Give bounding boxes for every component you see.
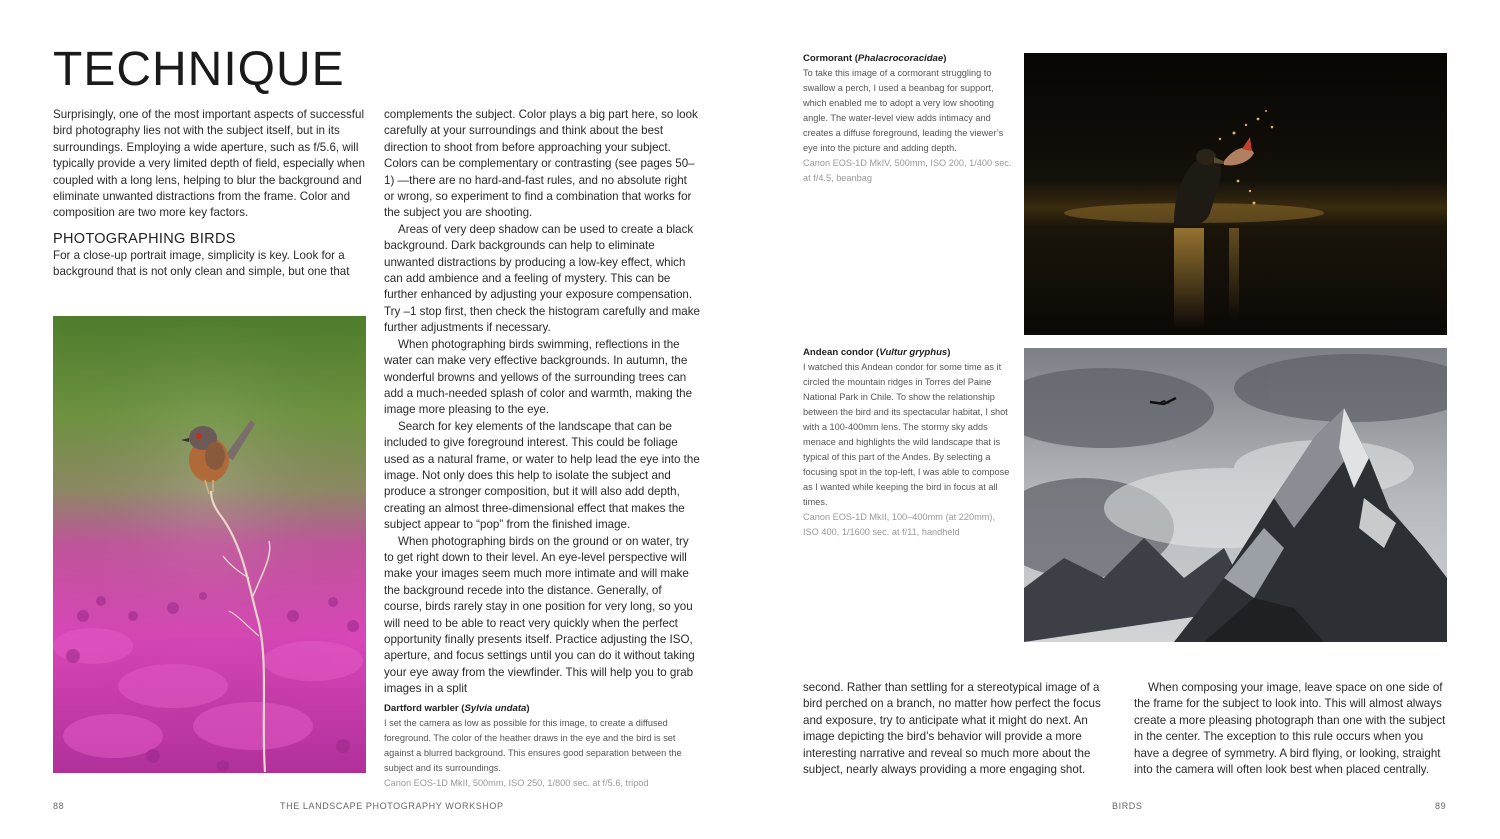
caption-text: I watched this Andean condor for some time as it circled the mountain ridges in Torres del Paine National Park in Chile. To show the relationship between the bird and its spectacular habitat, I shot with a 100-400mm lens. The stormy sky adds menace and highlights the wild landscape that is typical of this part of the Andes. By selecting a focusing spot in the top-left, I was able to compose as I wanted while keeping the bird in focus at all times. [803, 362, 1010, 507]
caption-text: To take this image of a cormorant struggling to swallow a perch, I used a beanbag for support, which enabled me to adopt a very low shooting angle. The water-level view adds intimacy and creates a diffuse foreground, leading the viewer’s eye into the picture and adding depth. [803, 68, 1004, 153]
paragraph: Search for key elements of the landscape that can be included to give foreground interest. This could be foliage used as a natural frame, or water to help lead the eye into the image. Not only does this help to isolate the subject and produce a stronger composition, but it will also add depth, creating an almost three-dimensional effect that makes the subject appear to “pop” from the finished image. [384, 419, 700, 532]
page-number-right: 89 [1435, 801, 1447, 811]
caption-text: I set the camera as low as possible for this image, to create a diffused foreground. The color of the heather draws in the eye and the bird is set against a blurred background. This ensures good separation between the subject and its surroundings. [384, 718, 682, 773]
text-column-3 [803, 680, 1118, 778]
caption-title: Andean condor (Vultur gryphus) [803, 347, 951, 358]
cormorant-photo [1024, 53, 1447, 335]
condor-caption [803, 345, 1013, 540]
cormorant-caption [803, 51, 1013, 186]
paragraph: second. Rather than settling for a stereotypical image of a bird perched on a branch, no matter how perfect the focus and exposure, try to anticipate what it might do next. An image depicting the bird’s behavior will provide a more interesting narrative and reveal so much more about the subject, nearly always providing a more engaging shot. [803, 681, 1101, 777]
paragraph: When photographing birds on the ground or on water, try to get right down to their level. An eye-level perspective will make your images seem much more intimate and will make the background recede into the distance. Generally, of course, birds rarely stay in one position for very long, so you will need to be able to react very quickly when the perfect opportunity finally presents itself. Practice adjusting the ISO, aperture, and focus settings until you can do it without taking your eye away from the viewfinder. This will help you to grab images in a split [384, 534, 695, 696]
warbler-caption [384, 701, 694, 791]
text-column-4 [1134, 680, 1449, 778]
intro-paragraph: Surprisingly, one of the most important aspects of successful bird photography lies not with the subject itself, but in its surroundings. Employing a wide aperture, such as f/5.6, will typically provide a very limited depth of field, especially when coupled with a long lens, helping to blur the background and eliminate unwanted distractions from the frame. Color and composition are two more key factors. [53, 108, 365, 220]
page-number-left: 88 [53, 801, 65, 811]
caption-camera-settings: Canon EOS-1D MkII, 100–400mm (at 220mm), ISO 400, 1/1600 sec. at f/11, handheld [803, 512, 995, 537]
andean-condor-photo [1024, 348, 1447, 642]
paragraph: When composing your image, leave space on one side of the frame for the subject to look into. This will almost always create a more pleasing photograph than one with the subject in the center. The exception to this rule occurs when you have a degree of symmetry. A bird flying, or looking, straight into the camera will often look best when placed centrally. [1134, 681, 1446, 777]
section-subheading: PHOTOGRAPHING BIRDS [53, 230, 236, 247]
portrait-paragraph: For a close-up portrait image, simplicity is key. Look for a background that is not only clean and simple, but one that [53, 248, 350, 279]
section-footer: BIRDS [1112, 801, 1143, 811]
page-title: TECHNIQUE [53, 43, 345, 96]
caption-camera-settings: Canon EOS-1D MkII, 500mm, ISO 250, 1/800 sec. at f/5.6, tripod [384, 778, 649, 788]
paragraph: Areas of very deep shadow can be used to create a black background. Dark backgrounds can help to eliminate unwanted distractions by producing a low-key effect, which can add ambience and a feeling of mystery. This can be further enhanced by adjusting your exposure compensation. Try –1 stop first, then check the histogram carefully and make further adjustments if necessary. [384, 222, 700, 335]
paragraph: complements the subject. Color plays a big part here, so look carefully at your surroundings and think about the best direction to shoot from before approaching your subject. Colors can be complementary or contrasting (see pages 50–1) —there are no hard-and-fast rules, and no absolute right or wrong, so experiment to find a combination that works for the subject you are shooting. [384, 108, 698, 220]
text-column-1 [53, 107, 365, 281]
dartford-warbler-photo [53, 316, 366, 773]
caption-camera-settings: Canon EOS-1D MkIV, 500mm, ISO 200, 1/400 sec. at f/4.5, beanbag [803, 158, 1012, 183]
paragraph: When photographing birds swimming, reflections in the water can make very effective backgrounds. In autumn, the wonderful browns and yellows of the surrounding trees can add a much-needed splash of color and warmth, making the image more pleasing to the eye. [384, 337, 693, 417]
text-column-2 [384, 107, 700, 698]
book-title-footer: THE LANDSCAPE PHOTOGRAPHY WORKSHOP [280, 801, 504, 811]
caption-title: Cormorant (Phalacrocoracidae) [803, 53, 947, 64]
caption-title: Dartford warbler (Sylvia undata) [384, 703, 530, 714]
